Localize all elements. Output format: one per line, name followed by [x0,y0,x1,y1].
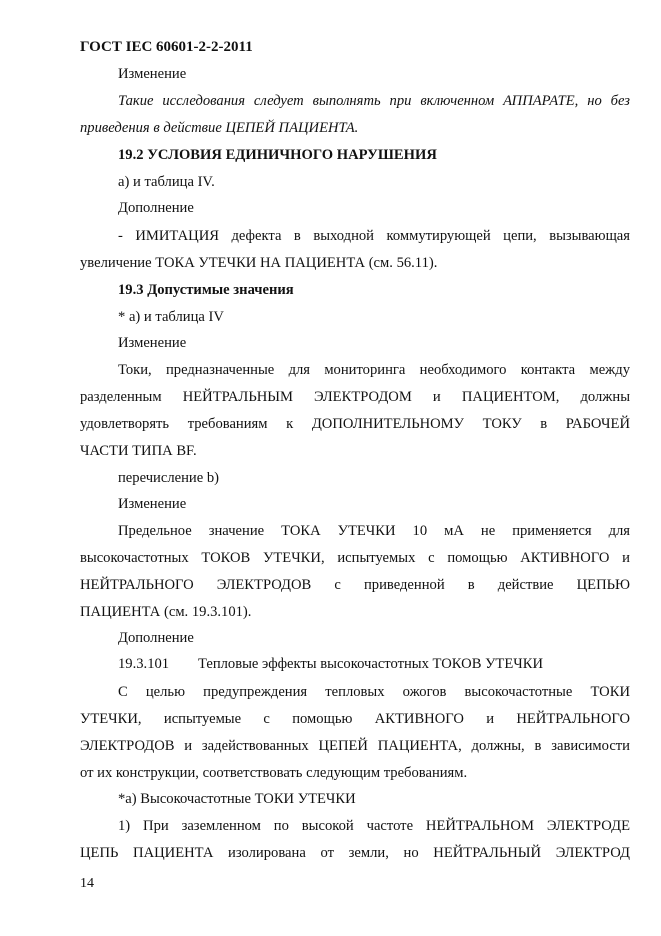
addition-label: Дополнение [118,630,194,646]
paragraph-line: Токи, предназначенные для мониторинга необходимого контакта между [118,362,630,378]
paragraph-line: а) и таблица IV. [118,174,215,190]
section-heading-19-2: 19.2 УСЛОВИЯ ЕДИНИЧНОГО НАРУШЕНИЯ [118,147,437,163]
document-header: ГОСТ IEC 60601-2-2-2011 [80,39,253,55]
paragraph-line: приведения в действие ЦЕПЕЙ ПАЦИЕНТА. [80,120,359,136]
paragraph-line: перечисление b) [118,470,219,486]
paragraph-line: УТЕЧКИ, испытуемые с помощью АКТИВНОГО и НЕЙТРАЛЬНОГО [80,711,630,727]
list-item: *а) Высокочастотные ТОКИ УТЕЧКИ [118,791,356,807]
paragraph-line: высокочастотных ТОКОВ УТЕЧКИ, испытуемых с помощью АКТИВНОГО и [80,550,630,566]
amendment-label: Изменение [118,335,187,351]
paragraph-line: увеличение ТОКА УТЕЧКИ НА ПАЦИЕНТА (см. 56.11). [80,255,438,271]
paragraph-line: удовлетворять требованиям к ДОПОЛНИТЕЛЬНОМУ ТОКУ в РАБОЧЕЙ [80,416,630,432]
paragraph-line: ЧАСТИ ТИПА BF. [80,443,197,459]
paragraph-line: - ИМИТАЦИЯ дефекта в выходной коммутирующей цепи, вызывающая [118,228,630,244]
paragraph-line: С целью предупреждения тепловых ожогов высокочастотные ТОКИ [118,684,630,700]
addition-label: Дополнение [118,200,194,216]
page-number: 14 [80,876,94,891]
paragraph-line: 1) При заземленном по высокой частоте НЕЙТРАЛЬНОМ ЭЛЕКТРОДЕ [118,818,630,834]
paragraph-line: разделенным НЕЙТРАЛЬНЫМ ЭЛЕКТРОДОМ и ПАЦИЕНТОМ, должны [80,389,630,405]
paragraph-line: от их конструкции, соответствовать следующим требованиям. [80,765,468,781]
paragraph-line: Такие исследования следует выполнять при включенном АППАРАТЕ, но без [118,93,630,109]
amendment-label: Изменение [118,496,187,512]
paragraph-line: НЕЙТРАЛЬНОГО ЭЛЕКТРОДОВ с приведенной в действие ЦЕПЬЮ [80,577,630,593]
subsection-title: Тепловые эффекты высокочастотных ТОКОВ УТЕЧКИ [198,656,543,672]
subsection-number: 19.3.101 [118,656,170,672]
paragraph-line: * а) и таблица IV [118,309,224,325]
section-heading-19-3: 19.3 Допустимые значения [118,282,294,298]
paragraph-line: ЭЛЕКТРОДОВ и задействованных ЦЕПЕЙ ПАЦИЕНТА, должны, в зависимости [80,738,630,754]
paragraph-line: ПАЦИЕНТА (см. 19.3.101). [80,604,252,620]
paragraph-line: Предельное значение ТОКА УТЕЧКИ 10 мА не применяется для [118,523,630,539]
amendment-label: Изменение [118,66,187,82]
paragraph-line: ЦЕПЬ ПАЦИЕНТА изолирована от земли, но НЕЙТРАЛЬНЫЙ ЭЛЕКТРОД [80,845,630,861]
